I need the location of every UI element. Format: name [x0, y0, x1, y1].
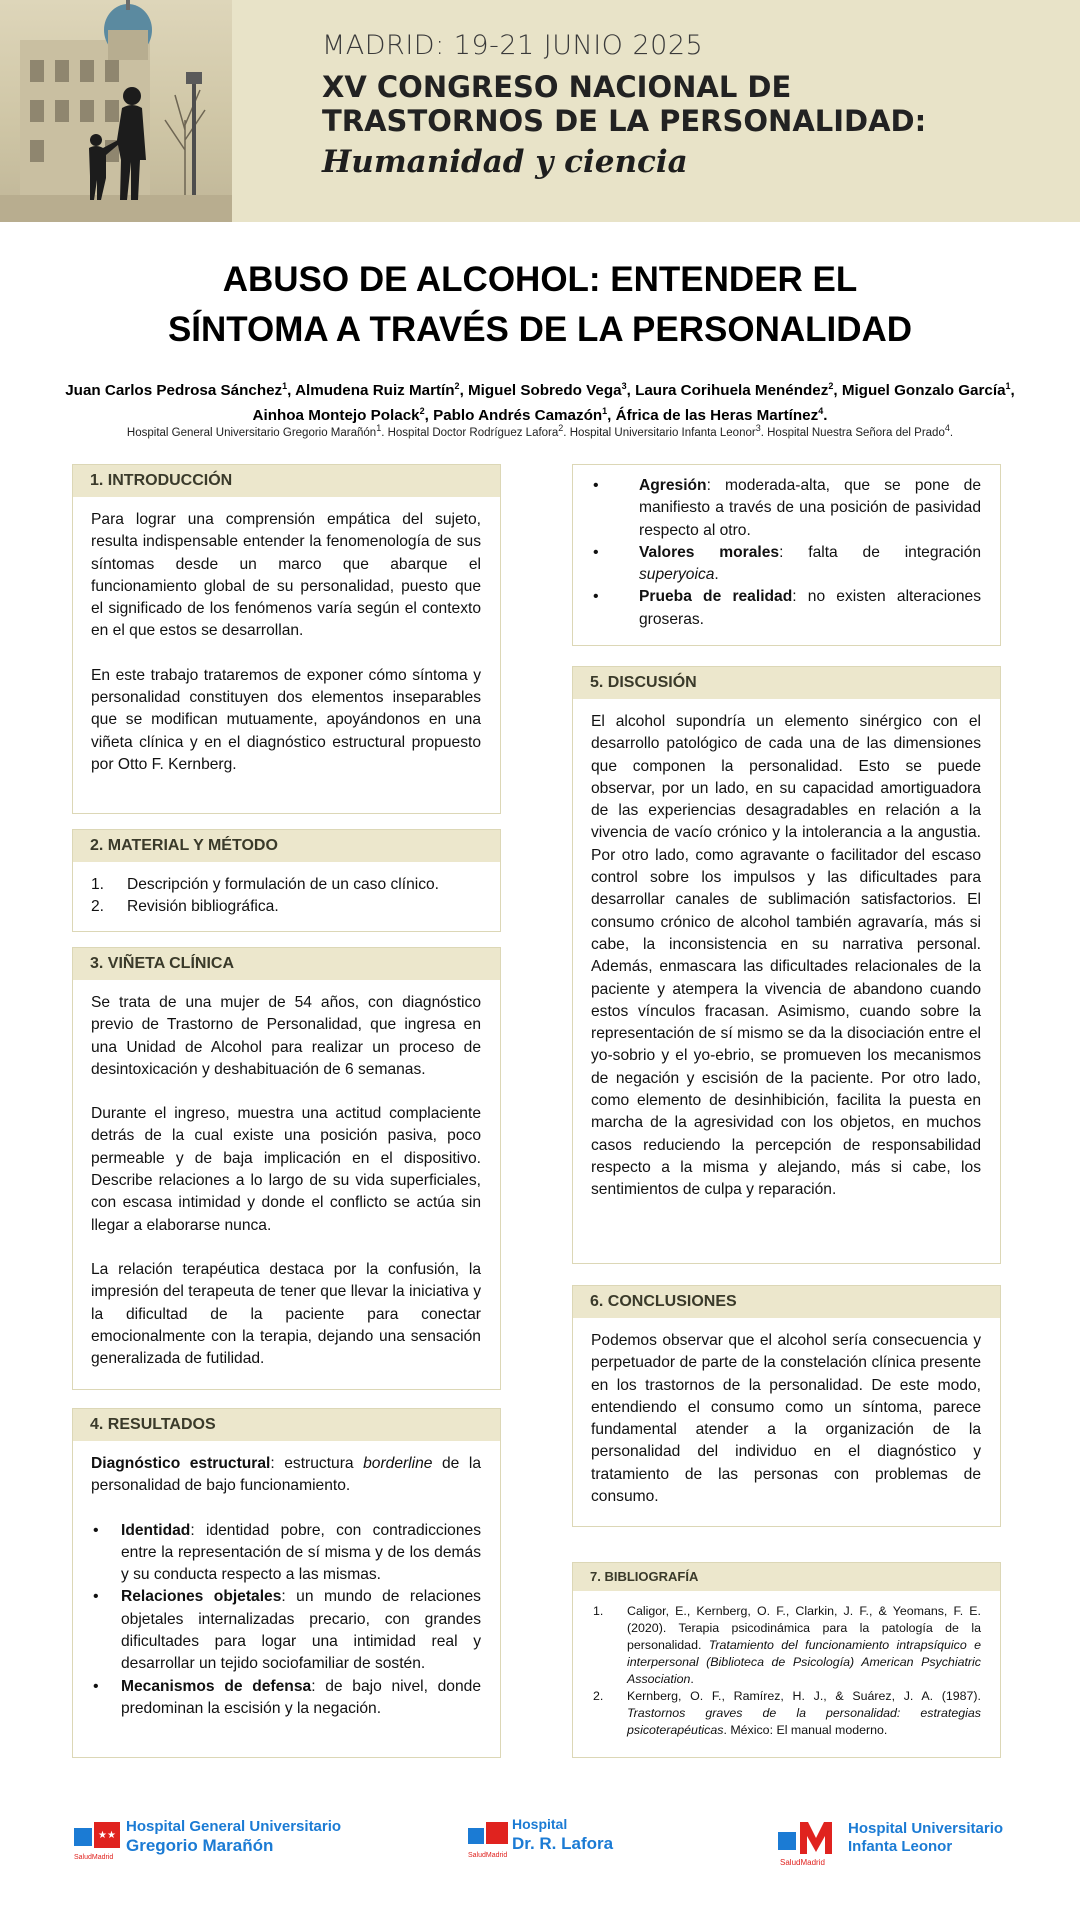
section-discussion [572, 666, 1001, 1264]
author: Almudena Ruiz Martín$^2$, [295, 381, 469, 400]
section-conclusions [572, 1285, 1001, 1527]
logo-line1: Hospital General Universitario [126, 1818, 342, 1835]
authors [40, 376, 1040, 426]
section-heading: 4. RESULTADOS [73, 1409, 500, 1441]
section-body [73, 862, 500, 929]
reference: 1. Caligor, E., Kernberg, O. F., Clarkin, J. F., & Yeomans, F. E. (2020). Terapia psicodinámica para la patología de la personalidad. Tratamiento del funcionamiento intrapsíquico e interpersonal (Biblioteca de Psicología) American Psychiatric Association. [593, 1604, 982, 1686]
section-heading: 5. DISCUSIÓN [573, 667, 1000, 699]
congress-date: MADRID: 19-21 JUNIO 2025 [322, 30, 704, 61]
author: Ainhoa Montejo Polack$^2$, [252, 406, 434, 425]
author: Miguel Gonzalo García$^1$, [841, 381, 1015, 400]
list-item: • Agresión: moderada-alta, que se pone de manifiesto a través de una posición de pasividad respecto al otro. [591, 475, 981, 542]
paragraph: Para lograr una comprensión empática del sujeto, resulta indispensable entender la fenomenología de sus síntomas desde un marco que abarque el funcionamiento global de su personalidad, puesto que el significado de los fenómenos varía según el contexto en el que estos se desarrollan. [91, 511, 481, 640]
section-results [72, 1408, 501, 1758]
congress-title-line1: XV CONGRESO NACIONAL DE [322, 70, 792, 104]
list-item: • Identidad: identidad pobre, con contradicciones entre la representación de sí misma y de los demás y su conducta respecto a las mismas. [91, 1520, 481, 1587]
bibliography-list [591, 1603, 981, 1739]
logo-line1: Hospital Universitario [848, 1820, 1004, 1837]
section-body [73, 980, 500, 1380]
section-vignette [72, 947, 501, 1390]
results-list [91, 1520, 481, 1721]
saludmadrid-emblem-icon [776, 1820, 848, 1858]
saludmadrid-label: SaludMadrid [468, 1852, 508, 1859]
congress-subtitle: Humanidad y ciencia [322, 144, 688, 180]
structural-diagnosis: Diagnóstico estructural: estructura borderline de la personalidad de bajo funcionamiento. [91, 1455, 482, 1495]
paragraph: Podemos observar que el alcohol sería consecuencia y perpetuador de parte de la constelación clínica presente en los trastornos de la personalidad. De este modo, entendiendo el consumo como un síntoma, parece fundamental atender a la organización de la personalidad del individuo en el diagnóstico y tratamiento de las personas con problemas de consumo. [591, 1332, 981, 1506]
illustration-city-scene [0, 0, 232, 222]
congress-illustration [0, 0, 232, 222]
section-heading: 7. BIBLIOGRAFÍA [573, 1563, 1000, 1591]
affiliations [40, 423, 1040, 439]
author: Juan Carlos Pedrosa Sánchez$^1$, [65, 381, 296, 400]
results-list-continued [591, 475, 981, 631]
section-heading: 1. INTRODUCCIÓN [73, 465, 500, 497]
logo-line2: Dr. R. Lafora [512, 1834, 614, 1853]
list-item: • Valores morales: falta de integración superyoica. [591, 542, 981, 587]
section-heading: 6. CONCLUSIONES [573, 1286, 1000, 1318]
section-bibliography [572, 1562, 1001, 1758]
logo-gregorio-maranon [74, 1812, 344, 1872]
paragraph: Se trata de una mujer de 54 años, con diagnóstico previo de Trastorno de Personalidad, que ingresa en una Unidad de Alcohol para realizar un proceso de desintoxicación y deshabituación de 6 semanas. [91, 994, 481, 1078]
poster-title-line1: ABUSO DE ALCOHOL: ENTENDER EL [222, 260, 858, 299]
list-item: • Prueba de realidad: no existen alteraciones groseras. [591, 586, 981, 631]
author: Pablo Andrés Camazón$^1$, [433, 406, 616, 425]
section-introduction [72, 464, 501, 814]
list-item: • Relaciones objetales: un mundo de relaciones objetales internalizadas precario, con grandes dificultades para logar una intimidad real y desarrollar un tejido sociofamiliar de sostén. [91, 1586, 481, 1675]
list-item: 1. Descripción y formulación de un caso clínico. [91, 876, 440, 893]
logo-line1: Hospital [512, 1816, 568, 1832]
paragraph: Durante el ingreso, muestra una actitud complaciente detrás de la cual existe una posición pasiva, poco permeable y de baja implicación en el dispositivo. Describe relaciones a lo largo de su vida superficiales, con escasa intimidad y donde el conflicto se actúa sin llegar a elaborarse nunca. [91, 1105, 481, 1234]
svg-text:★★: ★★ [98, 1830, 116, 1841]
section-body [573, 465, 1000, 641]
paragraph: La relación terapéutica destaca por la confusión, la impresión del terapeuta de tener que llevar la iniciativa y la dificultad de la paciente para conectar emocionalmente con la terapia, dejando una sensación generalizada de futilidad. [91, 1260, 481, 1368]
section-results-continued [572, 464, 1001, 646]
affiliation: Hospital General Universitario Gregorio Marañón$^1$. [126, 423, 388, 439]
author: África de las Heras Martínez$^4$. [615, 406, 828, 425]
logo-line2: Gregorio Marañón [126, 1836, 274, 1855]
saludmadrid-label: SaludMadrid [780, 1858, 825, 1867]
section-method [72, 829, 501, 932]
section-body [573, 1318, 1000, 1518]
paragraph: En este trabajo trataremos de exponer cómo síntoma y personalidad constituyen dos elementos inseparables que se modifican mutuamente, apoyándonos en una viñeta clínica y en el diagnóstico estructural propuesto por Otto F. Kernberg. [91, 666, 481, 773]
section-heading: 2. MATERIAL Y MÉTODO [73, 830, 500, 862]
section-body [573, 1591, 1000, 1749]
section-heading: 3. VIÑETA CLÍNICA [73, 948, 500, 980]
section-body [73, 497, 500, 786]
congress-title [322, 70, 926, 138]
method-list [91, 874, 481, 919]
poster-title [0, 255, 1080, 355]
section-body [573, 699, 1000, 1212]
author: Miguel Sobredo Vega$^3$, [468, 381, 636, 400]
paragraph: El alcohol supondría un elemento sinérgico con el desarrollo patológico de cada una de las dimensiones que componen la personalidad. Esto se puede observar, por un lado, en su capacidad amortiguadora de las experiencias desagradables en relación a la vivencia de vacío crónico y la intolerancia a la angustia. Por otro lado, como agravante o facilitador del escaso control sobre los impulsos y las dificultades para desarrollar canales de sublimación satisfactorios. El consumo crónico de alcohol también agravaría, más si cabe, la inconsistencia en su narrativa personal. Además, enmascara las dificultades relacionales de la paciente y atempera la vivencia de abandono cuando estos vínculos fracasan. Asimismo, cuando sobre la representación de sí mismo se da la disociación entre el yo-sobrio y el yo-ebrio, se promueven los mecanismos de negación y escisión de la paciente. Por otro lado, como elemento de desinhibición, facilita la puesta en marcha de la agresividad con los objetos, en muchos casos reduciendo la percepción de responsabilidad respecto a la misma y alejando, más si cabe, los sentimientos de culpa y reparación. [591, 713, 981, 1199]
logo-infanta-leonor [776, 1812, 1006, 1872]
congress-title-line2: TRASTORNOS DE LA PERSONALIDAD: [322, 104, 927, 138]
author: Laura Corihuela Menéndez$^2$, [635, 381, 842, 400]
section-body [73, 1441, 500, 1730]
saludmadrid-label: SaludMadrid [74, 1854, 114, 1861]
logo-lafora [468, 1812, 638, 1872]
header-banner [0, 0, 1080, 222]
affiliation: Hospital Nuestra Señora del Prado$^4$. [767, 423, 954, 439]
affiliation: Hospital Universitario Infanta Leonor$^3$. [569, 423, 768, 439]
reference: 2. Kernberg, O. F., Ramírez, H. J., & Suárez, J. A. (1987). Trastornos graves de la personalidad: estrategias psicoterapéuticas. México: El manual moderno. [593, 1689, 981, 1737]
poster-title-line2: SÍNTOMA A TRAVÉS DE LA PERSONALIDAD [167, 310, 913, 349]
affiliation: Hospital Doctor Rodríguez Lafora$^2$. [387, 423, 570, 439]
list-item: • Mecanismos de defensa: de bajo nivel, donde predominan la escisión y la negación. [91, 1676, 481, 1721]
logo-line2: Infanta Leonor [848, 1838, 953, 1855]
list-item: 2. Revisión bibliográfica. [91, 898, 279, 916]
